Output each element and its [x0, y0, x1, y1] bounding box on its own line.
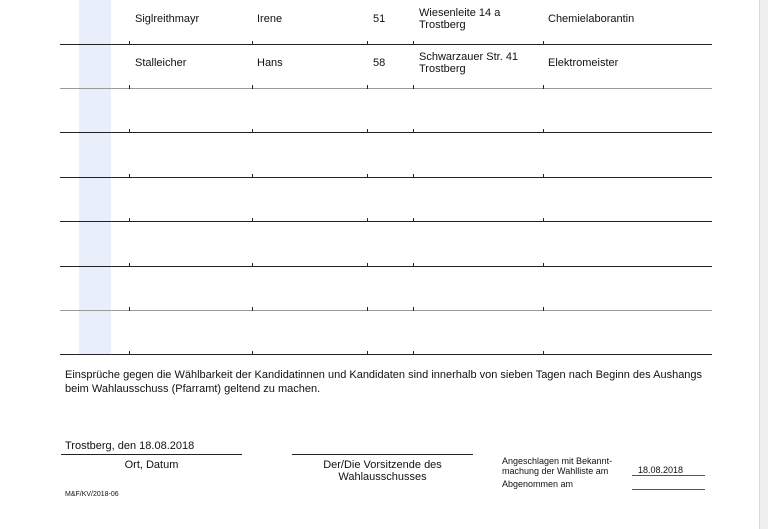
address-street: Schwarzauer Str. 41	[419, 51, 519, 63]
posted-date-line	[632, 475, 705, 476]
cell-occupation: Chemielaborantin	[548, 13, 635, 25]
cell-age: 51	[373, 13, 386, 25]
cell-last-name: Siglreithmayr	[135, 13, 200, 25]
chair-signature-line	[292, 454, 473, 455]
place-date-value: Trostberg, den 18.08.2018	[65, 440, 195, 452]
table-row	[60, 177, 712, 222]
table-row	[60, 310, 712, 355]
table-row	[60, 133, 712, 178]
posted-label-line-2: machung der Wahlliste am	[502, 466, 609, 476]
table-row	[60, 0, 712, 45]
posted-label	[502, 456, 612, 476]
table-row	[60, 88, 712, 133]
table-row	[60, 44, 712, 89]
address-street: Wiesenleite 14 a	[419, 7, 501, 19]
removed-label: Abgenommen am	[502, 479, 574, 489]
place-date-label: Ort, Datum	[124, 459, 179, 471]
chair-label-line-2: Wahlausschusses	[338, 471, 427, 483]
cell-address	[419, 51, 539, 75]
chair-label	[292, 459, 473, 483]
notice-line-1: Einsprüche gegen die Wählbarkeit der Kandidatinnen und Kandidaten sind innerhalb von sieben Tagen nach Beginn des Aushangs	[65, 369, 703, 381]
window-scroll-edge	[759, 0, 768, 529]
posted-date: 18.08.2018	[638, 465, 684, 475]
cell-occupation: Elektromeister	[548, 57, 619, 69]
objection-notice	[65, 368, 715, 396]
column-tick	[129, 351, 130, 355]
table-row	[60, 266, 712, 311]
column-tick	[367, 351, 368, 355]
cell-first-name: Irene	[257, 13, 283, 25]
column-tick	[413, 351, 414, 355]
cell-address	[419, 7, 539, 31]
posted-label-line-1: Angeschlagen mit Bekannt-	[502, 456, 613, 466]
column-tick	[543, 351, 544, 355]
removed-date-line	[632, 489, 705, 490]
chair-label-line-1: Der/Die Vorsitzende des	[323, 459, 442, 471]
notice-line-2: beim Wahlausschuss (Pfarramt) geltend zu machen.	[65, 383, 321, 395]
cell-first-name: Hans	[257, 57, 283, 69]
form-code: M&F/KV/2018-06	[65, 491, 119, 498]
cell-last-name: Stalleicher	[135, 57, 187, 69]
address-city: Trostberg	[419, 63, 466, 75]
address-city: Trostberg	[419, 19, 466, 31]
place-date-line	[61, 454, 242, 455]
column-tick	[252, 351, 253, 355]
table-row	[60, 222, 712, 267]
cell-age: 58	[373, 57, 386, 69]
